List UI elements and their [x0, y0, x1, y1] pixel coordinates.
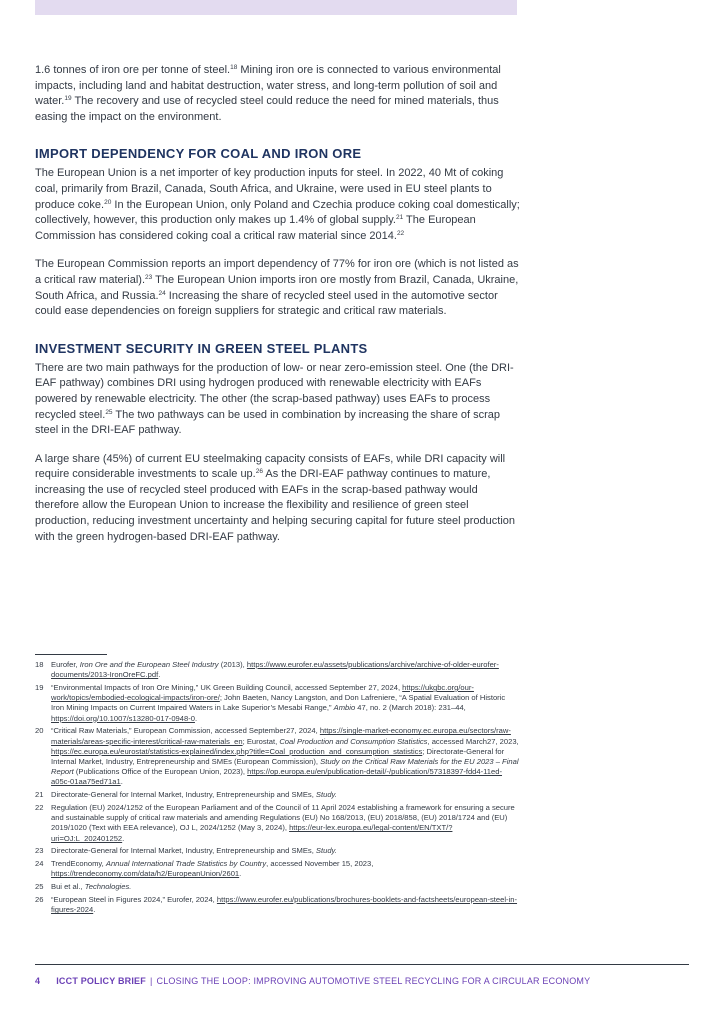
footnote-title: Iron Ore and the European Steel Industry — [79, 660, 219, 669]
footnote-item — [35, 882, 519, 892]
page-number: 4 — [35, 976, 41, 986]
footnote-text — [51, 882, 519, 892]
footnote-title: Ambio — [333, 703, 356, 713]
main-content — [35, 63, 520, 558]
footnote-ref[interactable]: 19 — [64, 95, 72, 103]
header-band — [35, 0, 517, 15]
section-heading-investment-security: INVESTMENT SECURITY IN GREEN STEEL PLANTS — [35, 340, 368, 356]
section-heading-import-dependency: IMPORT DEPENDENCY FOR COAL AND IRON ORE — [35, 146, 362, 162]
footnote-title: Study. — [315, 790, 337, 800]
footnote-span: ; John Baeten, Nancy Langston, and Don Lafreniere, “A Spatial Evaluation of Historic Iron Mining Impacts on Current Impaired Waters in Lake Superior’s Mesabi Range,” — [51, 693, 506, 713]
footnote-title: Study on the Critical Raw Materials for the EU 2023 – Final Report — [51, 757, 519, 777]
footnote-title: Technologies. — [84, 882, 132, 892]
footnote-item — [35, 683, 519, 724]
footnote-link[interactable]: https://eur-lex.europa.eu/legal-content/EN/TXT/?uri=OJ:L_202401252 — [51, 823, 453, 843]
footnote-span: 47, no. 2 (March 2018): 231–44, — [355, 703, 466, 713]
footnotes-list — [35, 660, 519, 918]
footnote-item — [35, 895, 519, 915]
footnote-span: . — [120, 777, 123, 787]
footnote-ref[interactable]: 26 — [255, 468, 263, 476]
footnote-link[interactable]: https://trendeconomy.com/data/h2/EuropeanUnion/2601 — [51, 869, 240, 879]
footnote-span: Directorate-General for Internal Market, Industry, Entrepreneurship and SMEs, — [51, 846, 316, 856]
footnote-span: . — [158, 670, 161, 680]
footnote-ref[interactable]: 20 — [104, 198, 112, 206]
footnote-span: (2013), — [218, 660, 247, 669]
page-footer — [35, 976, 695, 986]
footnote-link[interactable]: https://www.eurofer.eu/assets/publications/archive/archive-of-older-eurofer-documents/2013-IronOreFC.pdf — [51, 660, 499, 680]
paragraph: 1.6 tonnes of iron ore per tonne of steel.$^{18}$ Mining iron ore is connected to various environmental impacts, including land and habitat destruction, water stress, and long-term pollution of soil and water.$^{19}$ The recovery and use of recycled steel could reduce the need for mined materials, thus easing the impact on the environment. — [35, 64, 501, 123]
footnote-link[interactable]: https://op.europa.eu/en/publication-detail/-/publication/57318397-fdd4-11ed-a05c-01aa75ed71a1 — [51, 767, 503, 787]
footnote-ref[interactable]: 23 — [145, 273, 153, 281]
footer-separator: | — [149, 976, 153, 986]
footnote-span: ; Directorate-General for Internal Market, Industry, Entrepreneurship and SMEs (European Commission), — [51, 746, 505, 767]
footnote-number: 21 — [35, 790, 44, 800]
footnote-number: 23 — [35, 846, 44, 856]
footnote-number: 18 — [35, 660, 44, 669]
footnote-text — [51, 859, 519, 879]
footer-divider — [35, 964, 689, 965]
footnote-span: Eurofer, — [51, 660, 80, 669]
footer-brand: ICCT POLICY BRIEF — [56, 976, 146, 986]
footnote-number: 22 — [35, 803, 44, 813]
footnote-span: Directorate-General for Internal Market, Industry, Entrepreneurship and SMEs, — [51, 790, 316, 800]
footnote-span: . — [239, 869, 242, 879]
footnote-span: (Publications Office of the European Union, 2023), — [73, 767, 248, 777]
footnote-link[interactable]: https://ukgbc.org/our-work/topics/embodied-ecological-impacts/iron-ore/ — [51, 683, 474, 703]
footnote-number: 26 — [35, 895, 44, 905]
paragraph: The European Commission reports an import dependency of 77% for iron ore (which is not listed as a critical raw material).$^{23}$ The European Union imports iron ore mostly from Brazil, Canada, Ukraine, South Africa, and Russia.$^{24}$ Increasing the share of recycled steel used in the automotive sector could ease dependencies on foreign suppliers for strategic and critical raw materials. — [35, 258, 519, 318]
footnote-link[interactable]: https://single-market-economy.ec.europa.eu/sectors/raw-materials/areas-specific-interest/critical-raw-materials_en — [51, 726, 511, 746]
footnote-text — [51, 803, 519, 844]
footnote-number: 20 — [35, 726, 44, 736]
paragraph: A large share (45%) of current EU steelmaking capacity consists of EAFs, while DRI capacity will require considerable investments to scale up.$^{26}$ As the DRI-EAF pathway continues to mature, increasing the use of recycled steel produced with EAFs in the scrap-based pathway would therefore allow the European Union to increase the flexibility and resilience of green steel production, reducing investment uncertainty and helping securing capital for future steel production with the green hydrogen-based DRI-EAF pathway. — [35, 452, 516, 543]
footnote-number: 25 — [35, 882, 44, 892]
footnote-span: , accessed March27, 2023, — [427, 736, 519, 746]
footnote-span: “Critical Raw Materials,” European Commission, accessed September27, 2024, — [51, 726, 320, 736]
footnote-text — [51, 726, 519, 787]
footnote-span: . — [122, 833, 125, 843]
footnote-span: ; Eurostat, — [242, 736, 280, 746]
footnote-item — [35, 846, 519, 856]
footnote-title: Study. — [315, 846, 337, 856]
footnote-item — [35, 803, 519, 844]
footnote-text — [51, 895, 519, 915]
footnote-item — [35, 859, 519, 879]
footnote-link[interactable]: https://www.eurofer.eu/publications/brochures-booklets-and-factsheets/european-steel-in-figures-2024 — [51, 895, 518, 915]
footnote-ref[interactable]: 21 — [395, 214, 404, 222]
footnote-text — [51, 660, 519, 680]
footnote-text — [51, 683, 519, 724]
footnote-span: “Environmental Impacts of Iron Ore Mining,” UK Green Building Council, accessed September 27, 2024, — [51, 683, 403, 692]
footnote-span: . — [194, 713, 198, 723]
paragraph: The European Union is a net importer of key production inputs for steel. In 2022, 40 Mt of coking coal, primarily from Brazil, Canada, South Africa, and Ukraine, were used in EU steel plants to produce coke.$^{20}$ In the European Union, only Poland and Czechia produce coking coal domestically; collectively, however, this production only makes up 1.4% of global supply.$^{21}$ The European Commission has considered coking coal a critical raw material since 2014.22 — [35, 167, 520, 242]
footnote-span: TrendEconomy, — [51, 859, 106, 869]
footnote-span: , accessed November 15, 2023, — [266, 859, 374, 869]
footer-title: CLOSING THE LOOP: IMPROVING AUTOMOTIVE STEEL RECYCLING FOR A CIRCULAR ECONOMY — [156, 976, 591, 986]
footnote-number: 19 — [35, 683, 44, 692]
footnote-link[interactable]: https://doi.org/10.1007/s13280-017-0948-0 — [51, 713, 195, 723]
footnote-link[interactable]: https://ec.europa.eu/eurostat/statistics-explained/index.php?title=Coal_production_and_consumption_statistics — [51, 746, 423, 756]
footnote-title: Coal Production and Consumption Statistics — [279, 736, 428, 746]
footnote-divider — [35, 654, 107, 655]
footnote-text — [51, 790, 519, 800]
footnote-item — [35, 790, 519, 800]
footnote-ref[interactable]: 25 — [105, 408, 113, 416]
footnote-span: Bui et al., — [51, 882, 85, 892]
footnote-span: . — [93, 905, 96, 915]
footnote-ref[interactable]: 24 — [158, 289, 166, 297]
footnote-ref[interactable]: 18 — [230, 64, 238, 71]
footnote-number: 24 — [35, 859, 44, 869]
footnote-span: “European Steel in Figures 2024,” Eurofer, 2024, — [51, 895, 217, 905]
paragraph: There are two main pathways for the production of low- or near zero-emission steel. One (the DRI-EAF pathway) combines DRI using hydrogen produced with renewable electricity with EAFs powered by renewable electricity. The other (the scrap-based pathway) uses EAFs to process recycled steel.$^{25}$ The two pathways can be used in combination by increasing the share of scrap steel in the DRI-EAF pathway. — [35, 361, 514, 437]
footnote-title: Annual International Trade Statistics by Country — [105, 859, 267, 869]
footnote-text — [51, 846, 519, 856]
footnote-item — [35, 660, 519, 680]
footnote-item — [35, 726, 519, 787]
footnote-span: Regulation (EU) 2024/1252 of the European Parliament and of the Council of 11 April 2024 establishing a framework for ensuring a secure and sustainable supply of critical raw materials and amending Regulations (EU) No 168/2013, (EU) 2018/858, (EU) 2018/1724 and (EU) 2019/1020 (Text with EEA relevance), OJ L, 2024/1252 (May 3, 2024), — [51, 803, 515, 833]
footnote-ref[interactable]: 22 — [396, 229, 405, 237]
